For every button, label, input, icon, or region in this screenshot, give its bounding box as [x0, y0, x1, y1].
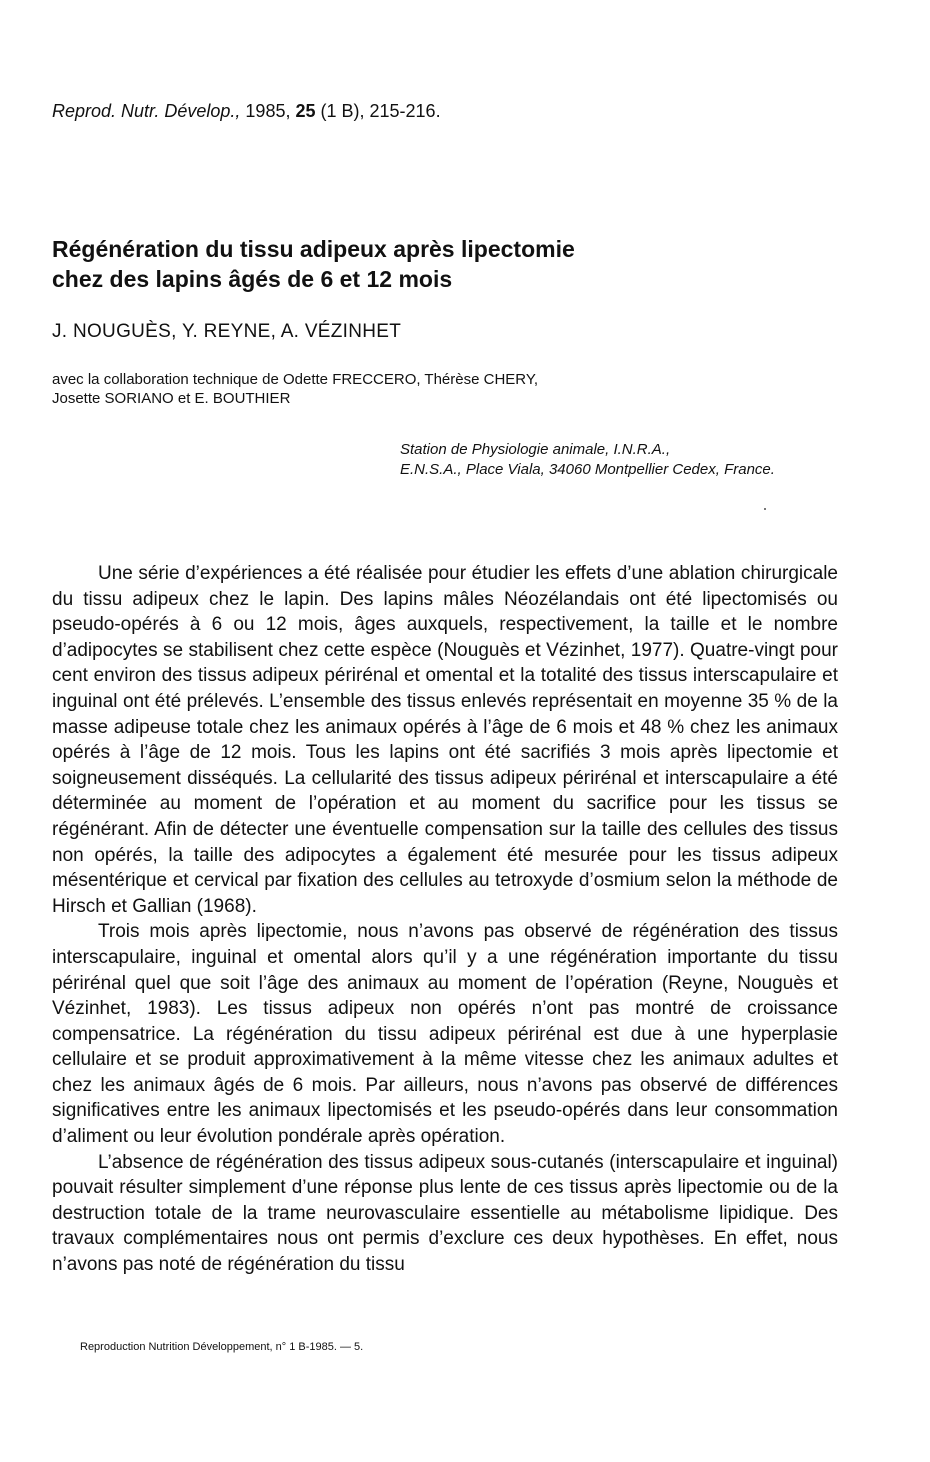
body-paragraph: Trois mois après lipectomie, nous n’avons pas observé de régénération des tissus interscapulaire, inguinal et omental alors qu’il y a une régénération importante du tissu périrénal quel que soit l’âge des animaux au moment de l’opération (Reyne, Nouguès et Vézinhet, 1983). Les tissus adipeux non opérés n’ont pas montré de croissance compensatrice. La régénération du tissu adipeux périrénal est due à une hyperplasie cellulaire et se produit approximativement à la même vitesse chez les animaux adultes et chez les animaux âgés de 6 mois. Par ailleurs, nous n’avons pas observé de différences significatives entre les animaux lipectomisés et les pseudo-opérés dans leur consommation d’aliment ou leur évolution pondérale après opération.: [52, 921, 838, 1148]
journal-name: Reprod. Nutr. Dévelop.,: [52, 101, 241, 121]
title-line: chez des lapins âgés de 6 et 12 mois: [52, 266, 453, 292]
title-line: Régénération du tissu adipeux après lipectomie: [52, 236, 575, 262]
citation-volume: 25: [295, 101, 316, 121]
affiliation-line: E.N.S.A., Place Viala, 34060 Montpellier Cedex, France.: [400, 461, 775, 478]
citation-pages: (1 B), 215-216.: [315, 101, 441, 121]
citation-year: 1985,: [240, 101, 296, 121]
page-footer: Reproduction Nutrition Développement, n° 1 B-1985. — 5.: [80, 1341, 364, 1353]
body-paragraph: L’absence de régénération des tissus adipeux sous-cutanés (interscapulaire et inguinal) pouvait résulter simplement d’une réponse plus lente de ces tissus après lipectomie ou de la destruction totale de la trame neurovasculaire essentielle au métabolisme lipidique. Des travaux complémentaires nous ont permis d’exclure ces deux hypothèses. En effet, nous n’avons pas noté de régénération du tissu: [52, 1151, 838, 1276]
speck-mark: [764, 508, 766, 510]
affiliation-line: Station de Physiologie animale, I.N.R.A.,: [400, 441, 671, 458]
technical-collaboration: [52, 370, 672, 408]
collaboration-line: avec la collaboration technique de Odette FRECCERO, Thérèse CHERY,: [52, 371, 539, 388]
journal-citation: [52, 100, 441, 122]
collaboration-line: Josette SORIANO et E. BOUTHIER: [52, 390, 291, 407]
affiliation: [400, 440, 860, 480]
paper-title: [52, 234, 752, 294]
author-list: J. NOUGUÈS, Y. REYNE, A. VÉZINHET: [52, 321, 402, 342]
article-body: [52, 561, 838, 1278]
body-paragraph: Une série d’expériences a été réalisée pour étudier les effets d’une ablation chirurgicale du tissu adipeux chez le lapin. Des lapins mâles Néozélandais ont été lipectomisés ou pseudo-opérés à 6 ou 12 mois, âges auxquels, respectivement, la taille et le nombre d’adipocytes se stabilisent chez cette espèce (Nouguès et Vézinhet, 1977). Quatre-vingt pour cent environ des tissus adipeux périrénal et omental et la totalité des tissus interscapulaire et inguinal ont été prélevés. L’ensemble des tissus enlevés représentait en moyenne 35 % de la masse adipeuse totale chez les animaux opérés à l’âge de 6 mois et 48 % chez les animaux opérés à l’âge de 12 mois. Tous les lapins ont été sacrifiés 3 mois après lipectomie et soigneusement disséqués. La cellularité des tissus adipeux périrénal et interscapulaire a été déterminée au moment de l’opération et au moment du sacrifice pour les tissus se régénérant. Afin de détecter une éventuelle compensation sur la taille des cellules des tissus non opérés, la taille des adipocytes a également été mesurée pour les tissus adipeux mésentérique et cervical par fixation des cellules au tetroxyde d’osmium selon la méthode de Hirsch et Gallian (1968).: [52, 563, 838, 917]
